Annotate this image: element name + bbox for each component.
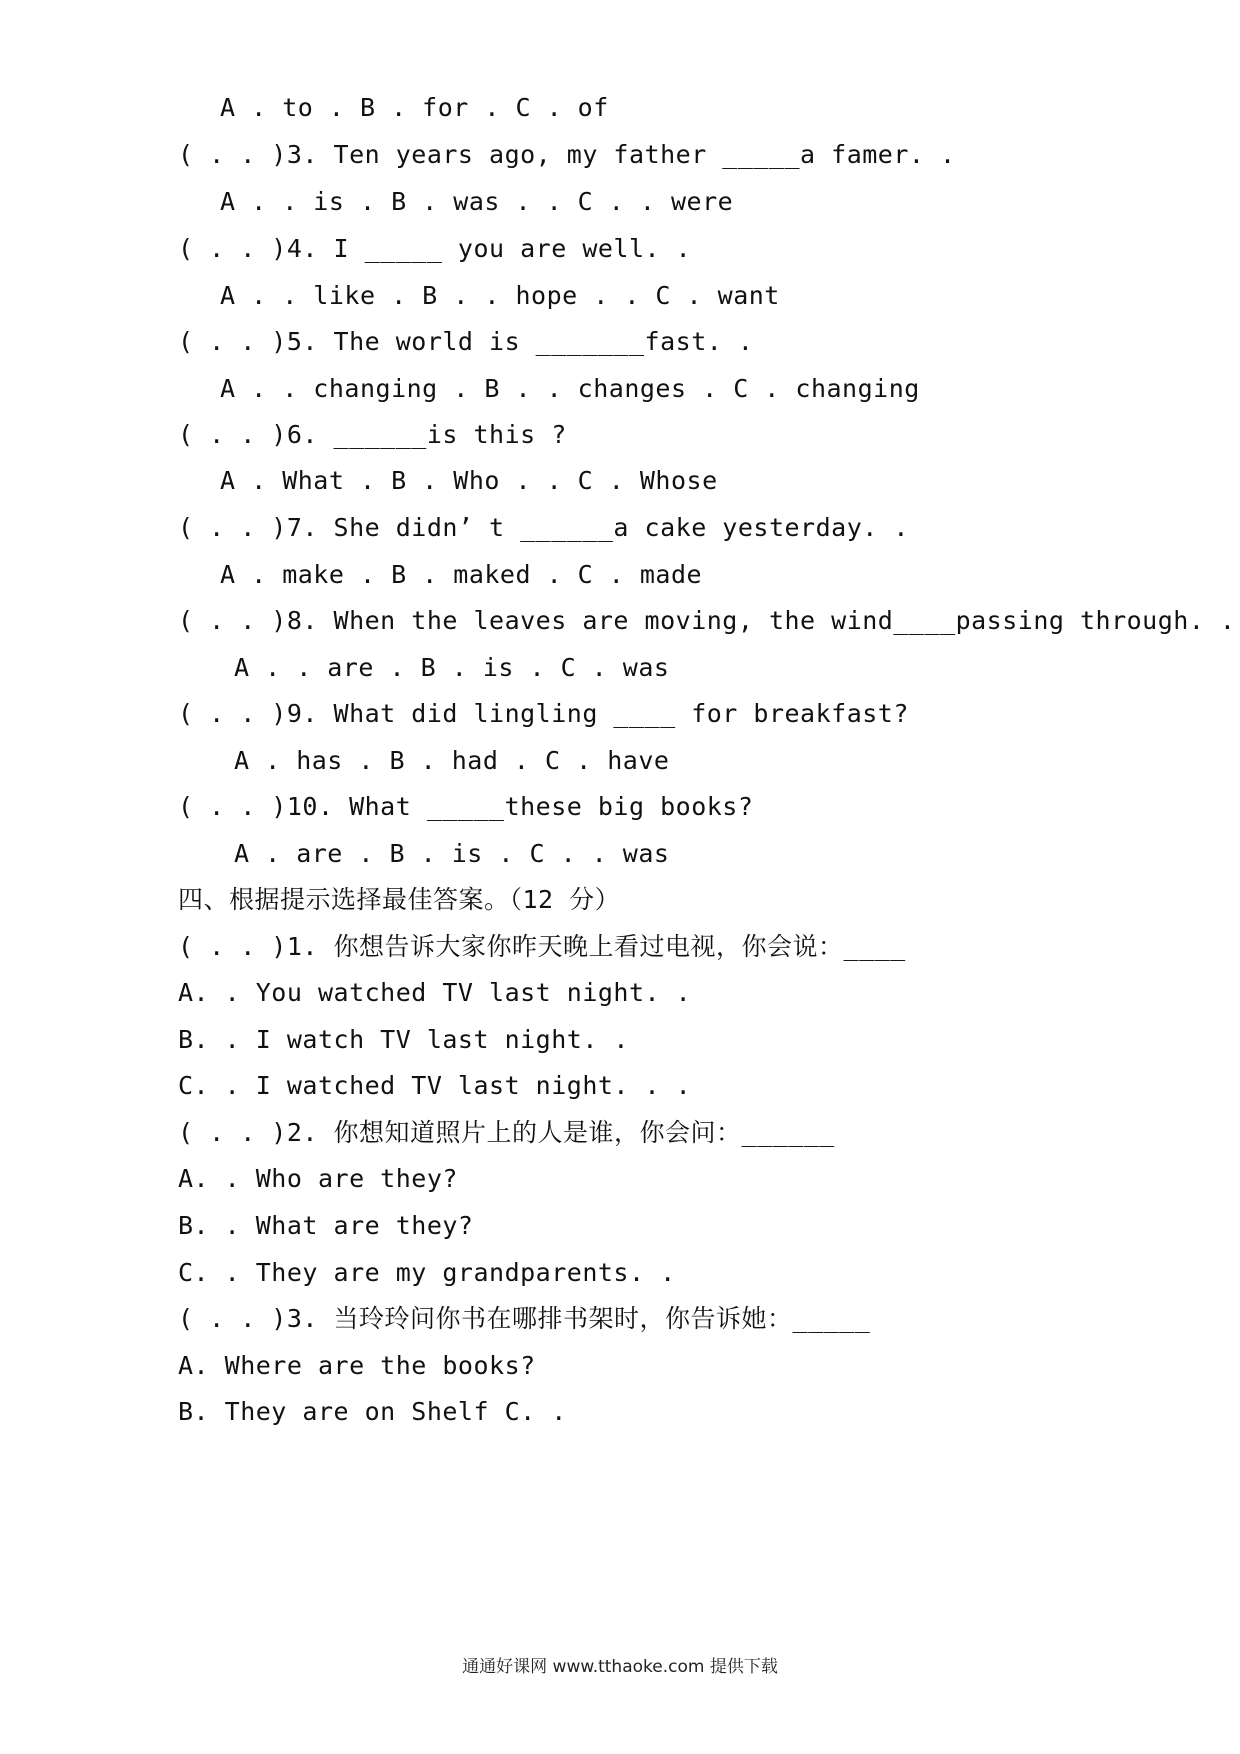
s4-question-2: ( . . )2. 你想知道照片上的人是谁，你会问：______ [178,1118,835,1147]
q6-options: A . What . B . Who . . C . Whose [220,466,718,495]
question-7: ( . . )7. She didn’ t ______a cake yesterday. . [178,513,909,542]
q7-options: A . make . B . maked . C . made [220,560,703,589]
q3-options: A . . is . B . was . . C . . were [220,187,734,216]
s4-q1-option-c: C. . I watched TV last night. . . [178,1071,692,1100]
s4-question-3: ( . . )3. 当玲玲问你书在哪排书架时，你告诉她：_____ [178,1304,871,1333]
question-9: ( . . )9. What did lingling ____ for breakfast? [178,699,909,728]
s4-question-1: ( . . )1. 你想告诉大家你昨天晚上看过电视，你会说：____ [178,932,906,961]
q10-options: A . are . B . is . C . . was [234,839,670,868]
q8-options: A . . are . B . is . C . was [234,653,670,682]
question-4: ( . . )4. I _____ you are well. . [178,234,692,263]
question-8: ( . . )8. When the leaves are moving, the wind____passing through. . [178,606,1236,635]
question-3: ( . . )3. Ten years ago, my father _____a famer. . [178,140,956,169]
q2-options: A . to . B . for . C . of [220,93,609,122]
q5-options: A . . changing . B . . changes . C . changing [220,374,920,403]
s4-q2-option-b: B. . What are they? [178,1211,474,1240]
s4-q3-option-b: B. They are on Shelf C. . [178,1397,567,1426]
s4-q3-option-a: A. Where are the books? [178,1351,536,1380]
section-4-heading: 四、根据提示选择最佳答案。（12 分） [178,885,621,914]
q4-options: A . . like . B . . hope . . C . want [220,281,780,310]
s4-q1-option-b: B. . I watch TV last night. . [178,1025,629,1054]
s4-q1-option-a: A. . You watched TV last night. . [178,978,692,1007]
s4-q2-option-c: C. . They are my grandparents. . [178,1258,676,1287]
page-footer: 通通好课网 www.tthaoke.com 提供下载 [462,1657,778,1677]
s4-q2-option-a: A. . Who are they? [178,1164,458,1193]
question-5: ( . . )5. The world is _______fast. . [178,327,754,356]
question-6: ( . . )6. ______is this ? [178,420,567,449]
q9-options: A . has . B . had . C . have [234,746,670,775]
question-10: ( . . )10. What _____these big books? [178,792,754,821]
